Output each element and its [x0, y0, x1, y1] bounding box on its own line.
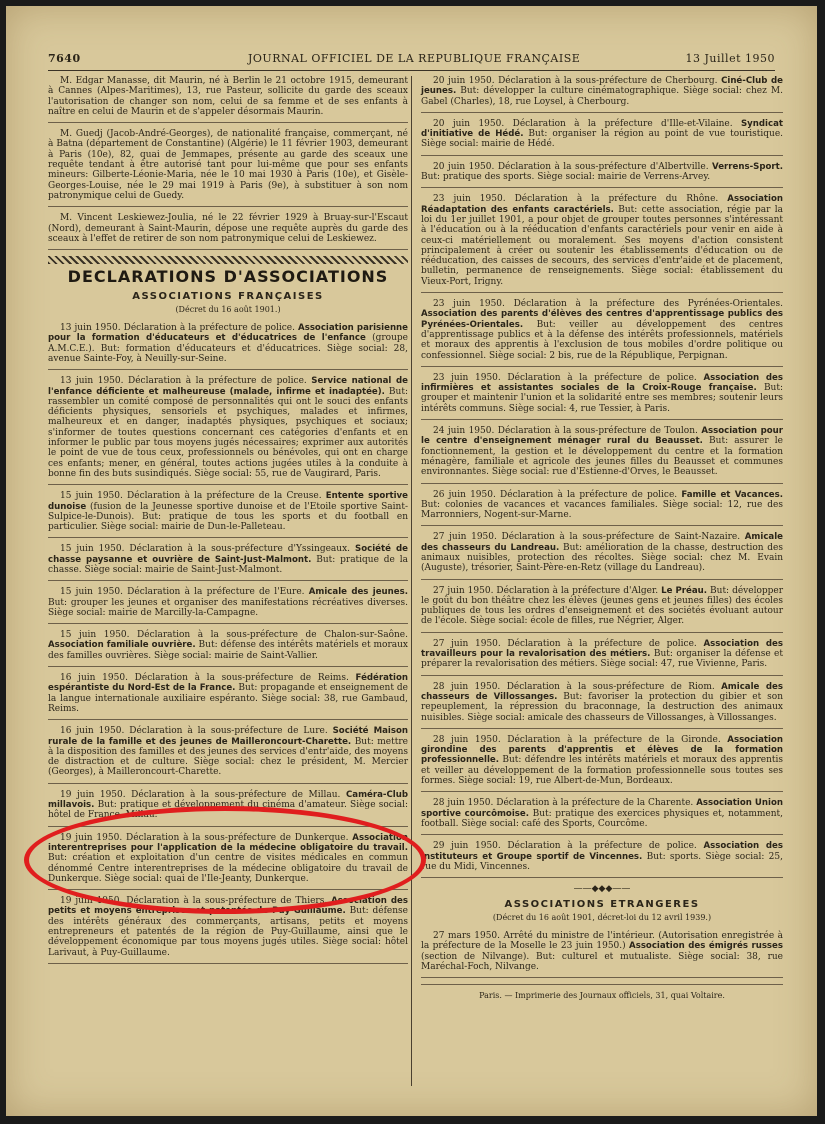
right-column — [421, 76, 783, 1086]
entry-details: But: création et exploitation d'un centre de visites médicales en commun dénommé Centre interentreprises de la médecine obligatoire du travail de Dunkerque. Siège social: quai de l'Ile-Jeanty, Dunkerque. — [48, 853, 408, 884]
association-entry — [421, 735, 783, 792]
entry-details: But: sports. Siège social: 25, rue du Midi, Vincennes. — [421, 851, 783, 872]
association-name: Verrens-Sport. — [712, 161, 783, 172]
association-entry — [421, 798, 783, 835]
association-name: Le Préau. — [661, 585, 708, 596]
association-entry — [421, 841, 783, 878]
entry-details: But: rassembler un comité composé de personnalités qui ont le souci des enfants déficients physiques, sensoriels et psychiques, malades et infirmes, malheureux et en danger, inadaptés physiques, psychiques et sociaux; s'informer de toutes questions concernant ces catégories d'enfants et en informer le public par tous moyens jugés nécessaires; exprimer aux autorités le point de vue de tous ceux, professionnels ou bénévoles, qui ont en charge ces enfants; mener, en général, toutes actions jugées utiles à la conduite à bonne fin des buts susindiqués. Siège social: 55, rue de Vaugirard, Paris. — [48, 386, 408, 479]
entry-details: But: veiller au développement des centres d'apprentissage publics et à la défense des intérêts professionnels, matériels et moraux des apprentis à l'exclusion de tous mobiles d'ordre politique ou confessionnel. Siège social: 2 bis, rue de la République, Perpignan. — [421, 319, 783, 361]
left-entries — [48, 323, 408, 964]
association-entry — [48, 323, 408, 370]
entry-details: But: grouper les jeunes et organiser des manifestations récréatives diverses. Siège social: mairie de Marcilly-la-Campagne. — [48, 597, 408, 618]
entry-date-text: 20 juin 1950. Déclaration à la sous-préfecture d'Albertville. — [433, 161, 713, 172]
association-name: Association des petits et moyens entreprises et patentés de Puy-Guillaume. — [48, 896, 408, 917]
section-divider — [48, 256, 408, 264]
left-column — [48, 76, 408, 1086]
entry-details: But: favoriser la protection du gibier et son repeuplement, la répression du braconnage, la destruction des animaux nuisibles. Siège social: amicale des chasseurs de Villossanges, à Villossanges. — [421, 691, 783, 723]
entry-date-text: 27 juin 1950. Déclaration à la préfecture d'Alger. — [433, 585, 662, 596]
entry-details: (section de Nilvange). But: culturel et mutualiste. Siège social: 38, rue Maréchal-Foch, Nilvange. — [421, 951, 783, 972]
entry-date-text: 29 juin 1950. Déclaration à la préfecture de police. — [433, 841, 704, 852]
association-name: Amicale des chasseurs du Landreau. — [421, 532, 783, 553]
association-name: Association pour le centre d'enseignement ménager rural du Beausset. — [421, 426, 783, 447]
journal-title: JOURNAL OFFICIEL DE LA REPUBLIQUE FRANÇAISE — [248, 52, 581, 65]
association-name: Famille et Vacances. — [681, 489, 784, 500]
page-number: 7640 — [48, 52, 81, 65]
association-entry — [48, 630, 408, 667]
association-name: Association des parents d'élèves des centres d'apprentissage publics des Pyrénées-Orientales. — [421, 309, 783, 330]
association-name: Association des travailleurs pour la revalorisation des métiers. — [421, 638, 784, 660]
association-entry — [48, 726, 408, 783]
association-entry — [48, 833, 408, 890]
entry-date-text: 23 juin 1950. Déclaration à la préfecture du Rhône. — [433, 194, 728, 205]
association-name: Association des infirmières et assistantes sociales de la Croix-Rouge française. — [421, 372, 784, 394]
entry-date-text: 23 juin 1950. Déclaration à la préfecture de police. — [433, 372, 704, 383]
association-entry — [421, 586, 783, 633]
header-rule — [48, 70, 775, 71]
entry-date-text: 26 juin 1950. Déclaration à la préfecture de police. — [433, 489, 682, 500]
association-name: Association interentreprises pour l'application de la médecine obligatoire du travail. — [48, 832, 408, 853]
entry-date-text: 28 juin 1950. Déclaration à la préfecture de la Charente. — [433, 798, 697, 809]
association-entry — [421, 162, 783, 189]
association-name: Association parisienne pour la formation d'éducateurs et d'éducatrices de l'enfance — [48, 323, 409, 344]
association-name: Association Réadaptation des enfants caractériels. — [421, 194, 783, 215]
entry-date-text: 15 juin 1950. Déclaration à la préfecture de la Creuse. — [60, 491, 326, 502]
association-entry — [48, 376, 408, 485]
association-entry — [421, 931, 783, 978]
association-name: Société de chasse paysanne et ouvrière de Saint-Just-Malmont. — [48, 544, 409, 565]
association-entry — [421, 639, 783, 676]
association-name: Association girondine des parents d'apprentis et élèves de la formation professionnelle. — [421, 734, 783, 766]
entry-date-text: 16 juin 1950. Déclaration à la sous-préfecture de Reims. — [60, 673, 356, 684]
printer-footer: Paris. — Imprimerie des Journaux officiels, 31, quai Voltaire. — [421, 984, 783, 1001]
foreign-associations-title: ASSOCIATIONS ETRANGERES — [504, 899, 700, 911]
entry-details: But: développer le goût du bon théâtre chez les élèves (jeunes gens et jeunes filles) des écoles publiques de tous les ordres d'enseignement et des sociétés évoluant autour de l'école. Siège social: école de filles, rue Négrier, Alger. — [421, 585, 784, 627]
entry-details: But: défense des intérêts matériels et moraux des familles ouvrières. Siège social: mairie de Saint-Vallier. — [48, 640, 409, 661]
entry-details: But: pratique et développement du cinéma d'amateur. Siège social: hôtel de France, Millau. — [48, 800, 408, 821]
association-name: Amicale des chasseurs de Villossanges. — [421, 681, 783, 702]
association-entry — [421, 373, 783, 420]
entry-date-text: 28 juin 1950. Déclaration à la préfecture de la Gironde. — [433, 734, 728, 745]
association-entry — [421, 76, 783, 113]
entry-details: But: pratique des sports. Siège social: mairie de Verrens-Arvey. — [421, 172, 711, 183]
association-entry — [48, 896, 408, 964]
association-name: Association familiale ouvrière. — [48, 640, 196, 651]
entry-details: But: grouper et maintenir l'union et la solidarité entre ses membres; soutenir leurs intérêts communs. Siège social: 4, rue Tessier, à Paris. — [421, 383, 784, 414]
entry-date-text: 19 juin 1950. Déclaration à la sous-préfecture de Thiers. — [60, 896, 332, 907]
association-entry — [48, 790, 408, 827]
name-change-notices — [48, 76, 408, 250]
entry-date-text: 20 juin 1950. Déclaration à la préfecture d'Ille-et-Vilaine. — [433, 118, 741, 129]
association-entry — [421, 682, 783, 729]
section-title: DECLARATIONS D'ASSOCIATIONS — [67, 267, 389, 287]
entry-date-text: 24 juin 1950. Déclaration à la sous-préfecture de Toulon. — [433, 426, 702, 437]
entry-details: But: amélioration de la chasse, destruction des animaux nuisibles, protection des récoltes. Siège social: chez M. Evain (Auguste), trésorier, Saint-Père-en-Retz (village du Landreau). — [421, 542, 783, 574]
association-name: Fédération espérantiste du Nord-Est de la France. — [48, 673, 408, 694]
association-name: Société Maison rurale de la famille et des jeunes de Mailleroncourt-Charette. — [48, 726, 408, 747]
association-name: Ciné-Club de jeunes. — [421, 76, 783, 97]
entry-details: But: pratique de la chasse. Siège social: mairie de Saint-Just-Malmont. — [48, 554, 408, 575]
entry-date-text: 19 juin 1950. Déclaration à la sous-préfecture de Millau. — [60, 789, 346, 800]
entry-date-text: 19 juin 1950. Déclaration à la sous-préfecture de Dunkerque. — [60, 832, 353, 843]
association-name: Caméra-Club millavois. — [48, 789, 408, 811]
entry-date-text: 15 juin 1950. Déclaration à la préfecture de l'Eure. — [60, 587, 309, 598]
association-name: Syndicat d'initiative de Hédé. — [421, 118, 783, 140]
name-change-notice: M. Guedj (Jacob-André-Georges), de nationalité française, commerçant, né à Batna (département de Constantine) (Algérie) le 11 février 1903, demeurant à Paris (10e), 82, quai de Jemmapes, présente au garde des sceaux une requête tendant à être autorisé tant pour lui-même que pour ses enfants mineurs: Gilberte-Léonie-Maria, née le 10 mai 1930 à Paris (10e), et Gisèle-Georges-Louise, née le 29 mai 1919 à Paris (9e), à substituer à son nom patronymique celui de Guedy. — [48, 129, 408, 207]
french-associations-title: ASSOCIATIONS FRANÇAISES — [132, 291, 324, 303]
entry-details: But: propagande et enseignement de la langue internationale auxiliaire espéranto. Siège social: 38, rue Gambaud, Reims. — [48, 683, 408, 714]
entry-details: But: assurer le fonctionnement, la gestion et le développement du centre et la formation ménagère, familiale et agricole des jeunes filles du Beausset et communes environnantes. Siège social: rue d'Estienne-d'Orves, le Beausset. — [421, 436, 783, 478]
foreign-entry — [421, 931, 783, 978]
association-entry — [48, 491, 408, 538]
association-entry — [421, 119, 783, 156]
entry-date-text: 20 juin 1950. Déclaration à la sous-préfecture de Cherbourg. — [433, 76, 722, 86]
entry-date-text: 13 juin 1950. Déclaration à la préfecture de police. — [60, 323, 299, 334]
column-divider — [411, 76, 412, 1086]
entry-date-text: 15 juin 1950. Déclaration à la sous-préfecture d'Yssingeaux. — [60, 544, 356, 555]
document-page — [6, 6, 817, 1116]
association-name: Service national de l'enfance déficiente et malheureuse (malade, infirme et inadaptée). — [48, 376, 408, 397]
entry-details: But: mettre à la disposition des familles et des jeunes des services d'entr'aide, des moyens de distraction et de culture. Siège social: chez le président, M. Mercier (Georges), à Mailleroncourt-Charette. — [48, 736, 408, 778]
entry-date-text: 15 juin 1950. Déclaration à la sous-préfecture de Chalon-sur-Saône. — [60, 630, 408, 641]
association-entry — [48, 587, 408, 624]
entry-date-text: 23 juin 1950. Déclaration à la préfecture des Pyrénées-Orientales. — [433, 299, 783, 310]
entry-date-text: 27 juin 1950. Déclaration à la sous-préfecture de Saint-Nazaire. — [433, 532, 745, 543]
entry-details: But: pratique des exercices physiques et, notamment, football. Siège social: café des Sports, Courcôme. — [421, 808, 783, 829]
association-entry — [421, 299, 783, 367]
association-entry — [421, 490, 783, 527]
page-header — [48, 52, 775, 68]
association-entry — [421, 426, 783, 483]
association-name: Association Union sportive courcômoise. — [421, 798, 783, 819]
entry-date-text: 27 mars 1950. Arrêté du ministre de l'intérieur. (Autorisation enregistrée à la préfecture de la Moselle le 23 juin 1950.) — [421, 931, 783, 952]
entry-details: But: colonies de vacances et vacances familiales. Siège social: 12, rue des Marronniers, Nogent-sur-Marne. — [421, 499, 783, 521]
entry-details: (groupe A.M.C.E.). But: formation d'éducateurs et d'éducatrices. Siège social: 28, avenue Sainte-Foy, à Neuilly-sur-Seine. — [48, 333, 408, 364]
entry-date-text: 13 juin 1950. Déclaration à la préfecture de police. — [60, 376, 312, 387]
entry-details: But: organiser la région au point de vue touristique. Siège social: mairie de Hédé. — [421, 129, 784, 150]
entry-details: But: cette association, régie par la loi du 1er juillet 1901, a pour objet de grouper toutes personnes s'intéressant à l'éducation ou à la rééducation d'enfants caractériels pour venir en aide à ceux-ci matériellement ou moralement. Ses moyens d'action consistent principalement à créer ou soutenir les établissements d'éducation ou de rééducation, des caisses de secours, des services d'entr'aide et de placement, bulletin, permanence de renseignements. Siège social: établissement du Vieux-Port, Irigny. — [421, 204, 783, 287]
entry-details: But: défendre les intérêts matériels et moraux des apprentis et veiller au développement de la formation professionnelle sous toutes ses formes. Siège social: 19, rue Albert-de-Mun, Bordeaux. — [421, 755, 783, 787]
french-associations-decree: (Décret du 16 août 1901.) — [175, 304, 281, 314]
entry-details: (fusion de la Jeunesse sportive dunoise et de l'Etoile sportive Saint-Sulpice-le-Dunois). But: pratique de tous les sports et du football en particulier. Siège social: mairie de Dun-le-Palleteau. — [48, 501, 408, 533]
association-entry — [48, 673, 408, 720]
name-change-notice: M. Edgar Manasse, dit Maurin, né à Berlin le 21 octobre 1915, demeurant à Cannes (Alpes-Maritimes), 13, rue Pasteur, sollicite du garde des sceaux l'autorisation de changer son nom, celui de sa femme et de ses enfants à naître en celui de Maurin et de s'appeler désormais Maurin. — [48, 76, 408, 123]
right-entries — [421, 76, 783, 878]
association-name: Association des instituteurs et Groupe sportif de Vincennes. — [421, 841, 784, 862]
association-entry — [421, 532, 783, 579]
entry-details: But: organiser la défense et préparer la revalorisation des métiers. Siège social: 47, rue Vivienne, Paris. — [421, 649, 784, 670]
entry-date-text: 16 juin 1950. Déclaration à la sous-préfecture de Lure. — [60, 726, 333, 737]
foreign-associations-decree: (Décret du 16 août 1901, décret-loi du 12 avril 1939.) — [492, 912, 712, 922]
ornament-separator: ——◆◆◆—— — [573, 884, 631, 895]
journal-date: 13 Juillet 1950 — [685, 52, 775, 65]
association-name: Entente sportive dunoise — [48, 491, 408, 512]
entry-date-text: 27 juin 1950. Déclaration à la préfecture de police. — [433, 638, 704, 649]
name-change-notice: M. Vincent Leskiewez-Joulia, né le 22 février 1929 à Bruay-sur-l'Escaut (Nord), demeurant à Saint-Maurin, dépose une requête auprès du garde des sceaux à l'effet de retirer de son nom patronymique celui de Leskiewez. — [48, 213, 408, 250]
association-entry — [48, 544, 408, 581]
association-entry — [421, 194, 783, 293]
association-name: Association des émigrés russes — [629, 941, 783, 952]
association-name: Amicale des jeunes. — [308, 587, 408, 598]
entry-details: But: développer la culture cinématographique. Siège social: chez M. Gabel (Charles), 18, rue Loysel, à Cherbourg. — [421, 86, 783, 107]
entry-date-text: 28 juin 1950. Déclaration à la sous-préfecture de Riom. — [433, 681, 722, 692]
entry-details: But: défense des intérêts généraux des commerçants, artisans, petits et moyens entrepreneurs et patentés de la région de Puy-Guillaume, ainsi que le développement économique par tous moyens jugés utiles. Siège social: hôtel Larivaut, à Puy-Guillaume. — [48, 906, 408, 958]
